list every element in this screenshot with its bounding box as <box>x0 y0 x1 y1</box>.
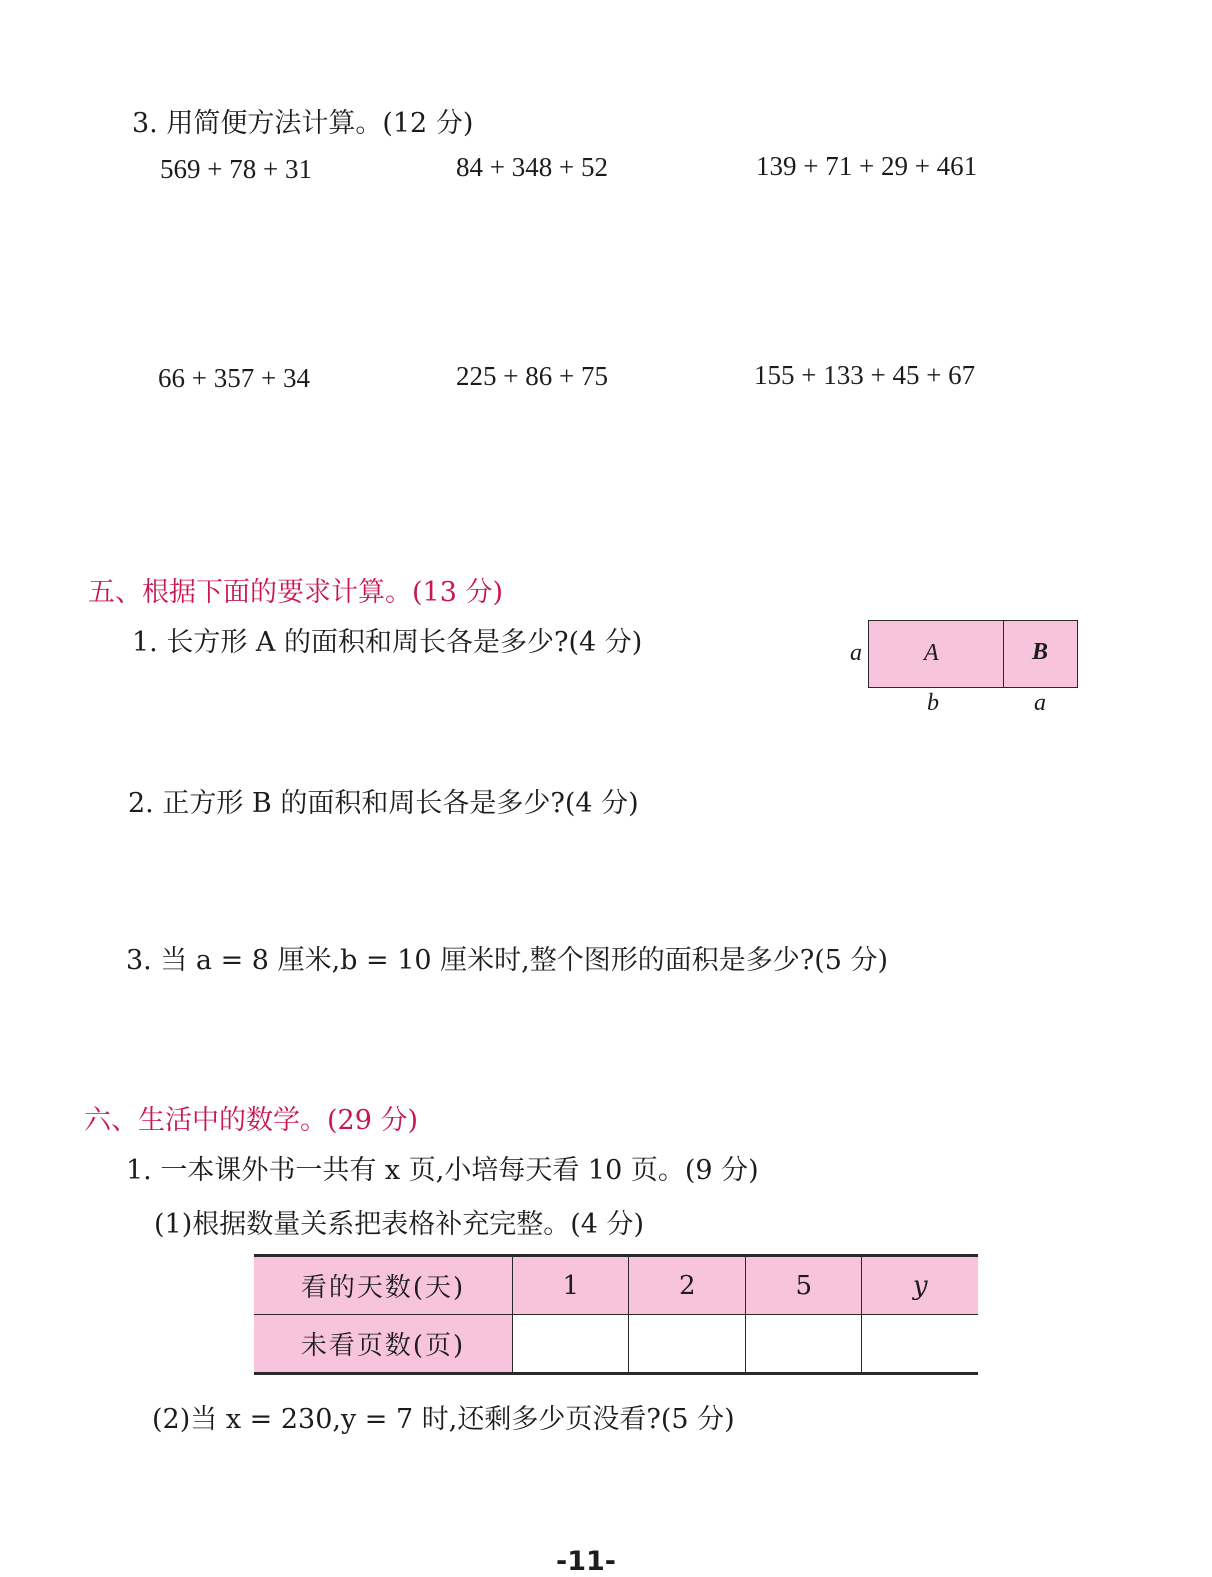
table-row-header-remaining: 未看页数(页) <box>254 1315 512 1374</box>
section-6-question-1: 1. 一本课外书一共有 x 页,小培每天看 10 页。(9 分) <box>126 1155 759 1186</box>
section-5-question-3: 3. 当 a = 8 厘米,b = 10 厘米时,整个图形的面积是多少?(5 分) <box>126 945 889 976</box>
table-cell-remaining-4[interactable] <box>862 1315 978 1374</box>
figure-label-width-b: b <box>927 690 939 716</box>
expression-3: 139 + 71 + 29 + 461 <box>756 151 978 181</box>
section-5-points: (13 分) <box>412 577 504 608</box>
rectangle-figure <box>840 612 1090 720</box>
table-cell-remaining-1[interactable] <box>512 1315 629 1374</box>
table-cell-days-1: 1 <box>512 1256 629 1315</box>
section-5-question-1: 1. 长方形 A 的面积和周长各是多少?(4 分) <box>132 627 643 658</box>
expression-5: 225 + 86 + 75 <box>456 361 608 391</box>
expression-4: 66 + 357 + 34 <box>158 363 310 393</box>
section-6-title: 六、生活中的数学。 <box>84 1105 327 1136</box>
square-b-label: B <box>1032 639 1049 665</box>
section-5-header <box>88 570 503 609</box>
table-row <box>254 1256 978 1315</box>
table-cell-remaining-3[interactable] <box>745 1315 862 1374</box>
expression-1: 569 + 78 + 31 <box>160 154 312 184</box>
section-6-header <box>84 1098 418 1137</box>
section-6-subquestion-2: (2)当 x = 230,y = 7 时,还剩多少页没看?(5 分) <box>152 1404 735 1435</box>
table-cell-days-y: y <box>862 1256 978 1315</box>
expression-2: 84 + 348 + 52 <box>456 152 608 182</box>
section-5-question-2: 2. 正方形 B 的面积和周长各是多少?(4 分) <box>128 788 639 819</box>
table-cell-remaining-2[interactable] <box>629 1315 746 1374</box>
expression-6: 155 + 133 + 45 + 67 <box>754 360 976 390</box>
figure-label-width-a: a <box>1034 690 1046 716</box>
section-6-subquestion-1: (1)根据数量关系把表格补充完整。(4 分) <box>154 1209 645 1240</box>
table-cell-days-5: 5 <box>745 1256 862 1315</box>
pages-table <box>254 1254 978 1375</box>
page-number: -11- <box>556 1546 616 1577</box>
rectangle-a-label: A <box>924 640 939 666</box>
question-3-title: 3. 用简便方法计算。(12 分) <box>132 108 474 139</box>
section-6-points: (29 分) <box>327 1105 419 1136</box>
figure-label-height-a: a <box>850 640 862 666</box>
section-5-title: 五、根据下面的要求计算。 <box>88 577 412 608</box>
table-row-header-days: 看的天数(天) <box>254 1256 512 1315</box>
table-cell-days-2: 2 <box>629 1256 746 1315</box>
table-row <box>254 1315 978 1374</box>
